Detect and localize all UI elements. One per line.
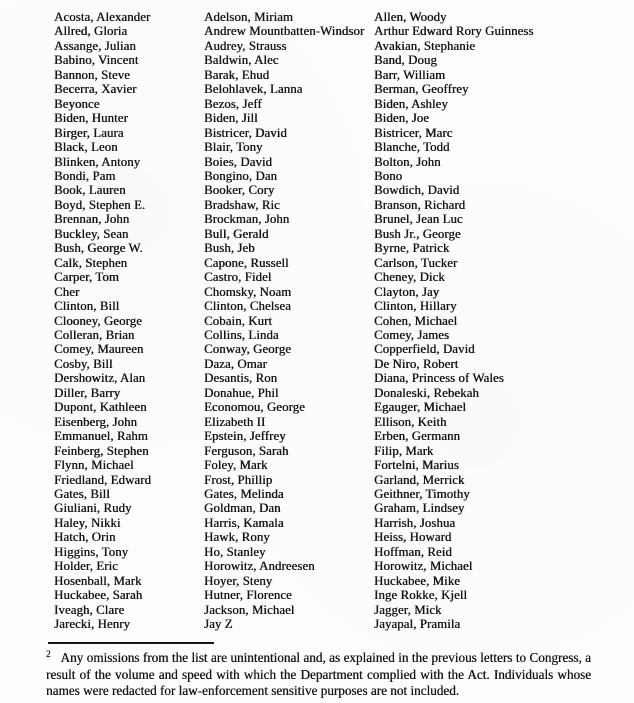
list-item: Geithner, Timothy — [374, 486, 470, 501]
list-item: Castro, Fidel — [204, 270, 272, 285]
list-item: Harrish, Joshua — [374, 515, 456, 530]
list-item: Epstein, Jeffrey — [204, 429, 286, 444]
list-item: Chomsky, Noam — [204, 284, 292, 299]
list-item: Barr, William — [374, 67, 446, 82]
list-item: Boies, David — [204, 154, 273, 169]
list-item: Calk, Stephen — [54, 255, 128, 270]
list-item: Bush, Jeb — [204, 241, 255, 256]
list-item: Bolton, John — [374, 154, 441, 169]
list-item: Erben, Germann — [374, 429, 460, 444]
list-item: Blinken, Antony — [54, 154, 141, 169]
list-item: Inge Rokke, Kjell — [374, 588, 468, 603]
footnote-separator-rule — [48, 642, 214, 644]
list-item: Jayapal, Pramila — [374, 617, 461, 632]
list-item: Dershowitz, Alan — [54, 371, 146, 386]
list-item: Biden, Hunter — [54, 111, 128, 126]
list-item: Bush Jr., George — [374, 226, 461, 241]
name-column-1 — [54, 10, 204, 631]
list-item: Huckabee, Mike — [374, 573, 460, 588]
list-item: Emmanuel, Rahm — [54, 429, 148, 444]
list-item: Donahue, Phil — [204, 385, 279, 400]
list-item: Arthur Edward Rory Guinness — [374, 24, 534, 39]
list-item: Clinton, Hillary — [374, 299, 457, 314]
list-item: Colleran, Brian — [54, 327, 135, 342]
list-item: Graham, Lindsey — [374, 501, 465, 516]
list-item: Foley, Mark — [204, 458, 268, 473]
list-item: Jagger, Mick — [374, 602, 442, 617]
list-item: Hutner, Florence — [204, 588, 292, 603]
list-item: Bull, Gerald — [204, 226, 269, 241]
list-item: Babino, Vincent — [54, 53, 139, 68]
list-item: Cosby, Bill — [54, 356, 113, 371]
list-item: Frost, Phillip — [204, 472, 273, 487]
list-item: Flynn, Michael — [54, 458, 134, 473]
list-item: Comey, Maureen — [54, 342, 144, 357]
list-item: Brockman, John — [204, 212, 290, 227]
list-item: Hosenball, Mark — [54, 573, 142, 588]
list-item: Buckley, Sean — [54, 226, 129, 241]
list-item: Ho, Stanley — [204, 544, 266, 559]
list-item: Allred, Gloria — [54, 24, 128, 39]
list-item: De Niro, Robert — [374, 356, 459, 371]
list-item: Ellison, Keith — [374, 414, 447, 429]
list-item: Heiss, Howard — [374, 530, 452, 545]
list-item: Assange, Julian — [54, 38, 136, 53]
list-item: Goldman, Dan — [204, 501, 281, 516]
list-item: Audrey, Strauss — [204, 38, 287, 53]
list-item: Birger, Laura — [54, 125, 124, 140]
list-item: Cher — [54, 284, 80, 299]
list-item: Boyd, Stephen E. — [54, 197, 146, 212]
footnote-text: Any omissions from the list are unintentional and, as explained in the previous letters to Congress, a result of the volume and speed with which the Department complied with the Act. Individuals whose names were redacted for law-enforcement sensitive purposes are not included. — [46, 650, 591, 699]
footnote — [46, 650, 591, 700]
list-item: Haley, Nikki — [54, 515, 121, 530]
list-item: Clayton, Jay — [374, 284, 440, 299]
list-item: Carper, Tom — [54, 270, 119, 285]
list-item: Horowitz, Andreesen — [204, 559, 315, 574]
list-item: Bradshaw, Ric — [204, 197, 280, 212]
name-column-2 — [204, 10, 374, 631]
list-item: Fortelni, Marius — [374, 458, 459, 473]
list-item: Avakian, Stephanie — [374, 38, 476, 53]
list-item: Friedland, Edward — [54, 472, 151, 487]
list-item: Branson, Richard — [374, 197, 466, 212]
list-item: Bistricer, Marc — [374, 125, 453, 140]
list-item: Jarecki, Henry — [54, 617, 131, 632]
list-item: Conway, George — [204, 342, 292, 357]
list-item: Andrew Mountbatten-Windsor — [204, 24, 365, 39]
list-item: Hoffman, Reid — [374, 544, 452, 559]
list-item: Copperfield, David — [374, 342, 475, 357]
list-item: Byrne, Patrick — [374, 241, 450, 256]
list-item: Brennan, John — [54, 212, 130, 227]
list-item: Bistricer, David — [204, 125, 287, 140]
list-item: Clinton, Bill — [54, 299, 120, 314]
list-item: Bongino, Dan — [204, 168, 278, 183]
list-item: Biden, Jill — [204, 111, 258, 126]
list-item: Cobain, Kurt — [204, 313, 273, 328]
list-item: Jackson, Michael — [204, 602, 295, 617]
list-item: Garland, Merrick — [374, 472, 465, 487]
list-item: Band, Doug — [374, 53, 437, 68]
list-item: Bannon, Steve — [54, 67, 130, 82]
list-item: Collins, Linda — [204, 327, 279, 342]
list-item: Bondi, Pam — [54, 168, 116, 183]
list-item: Ferguson, Sarah — [204, 443, 289, 458]
list-item: Desantis, Ron — [204, 371, 278, 386]
list-item: Jay Z — [204, 617, 233, 632]
list-item: Filip, Mark — [374, 443, 434, 458]
name-list-columns — [54, 10, 634, 631]
list-item: Blair, Tony — [204, 140, 263, 155]
list-item: Comey, James — [374, 327, 450, 342]
list-item: Dupont, Kathleen — [54, 400, 147, 415]
list-item: Black, Leon — [54, 140, 118, 155]
list-item: Horowitz, Michael — [374, 559, 473, 574]
list-item: Bono — [374, 168, 403, 183]
list-item: Clooney, George — [54, 313, 142, 328]
list-item: Diller, Barry — [54, 385, 121, 400]
list-item: Becerra, Xavier — [54, 82, 137, 97]
list-item: Brunel, Jean Luc — [374, 212, 463, 227]
footnote-marker: 2 — [46, 648, 51, 659]
list-item: Acosta, Alexander — [54, 10, 151, 24]
list-item: Biden, Ashley — [374, 96, 448, 111]
list-item: Diana, Princess of Wales — [374, 371, 504, 386]
list-item: Gates, Melinda — [204, 486, 284, 501]
list-item: Huckabee, Sarah — [54, 588, 143, 603]
list-item: Bowdich, David — [374, 183, 460, 198]
list-item: Barak, Ehud — [204, 67, 270, 82]
list-item: Iveagh, Clare — [54, 602, 125, 617]
list-item: Hawk, Rony — [204, 530, 270, 545]
list-item: Booker, Cory — [204, 183, 275, 198]
list-item: Giuliani, Rudy — [54, 501, 132, 516]
list-item: Carlson, Tucker — [374, 255, 458, 270]
list-item: Blanche, Todd — [374, 140, 450, 155]
list-item: Donaleski, Rebekah — [374, 385, 479, 400]
list-item: Hatch, Orin — [54, 530, 116, 545]
name-column-3 — [374, 10, 634, 631]
list-item: Higgins, Tony — [54, 544, 129, 559]
list-item: Book, Lauren — [54, 183, 126, 198]
list-item: Hoyer, Steny — [204, 573, 273, 588]
list-item: Cheney, Dick — [374, 270, 445, 285]
list-item: Bush, George W. — [54, 241, 143, 256]
list-item: Egauger, Michael — [374, 400, 467, 415]
list-item: Capone, Russell — [204, 255, 289, 270]
list-item: Eisenberg, John — [54, 414, 138, 429]
list-item: Holder, Eric — [54, 559, 118, 574]
list-item: Cohen, Michael — [374, 313, 458, 328]
list-item: Daza, Omar — [204, 356, 267, 371]
list-item: Belohlavek, Lanna — [204, 82, 303, 97]
list-item: Gates, Bill — [54, 486, 110, 501]
list-item: Beyonce — [54, 96, 100, 111]
list-item: Biden, Joe — [374, 111, 430, 126]
list-item: Allen, Woody — [374, 10, 447, 24]
list-item: Feinberg, Stephen — [54, 443, 149, 458]
list-item: Adelson, Miriam — [204, 10, 293, 24]
list-item: Berman, Geoffrey — [374, 82, 469, 97]
list-item: Baldwin, Alec — [204, 53, 279, 68]
list-item: Clinton, Chelsea — [204, 299, 291, 314]
list-item: Bezos, Jeff — [204, 96, 262, 111]
list-item: Elizabeth II — [204, 414, 266, 429]
list-item: Economou, George — [204, 400, 305, 415]
list-item: Harris, Kamala — [204, 515, 284, 530]
